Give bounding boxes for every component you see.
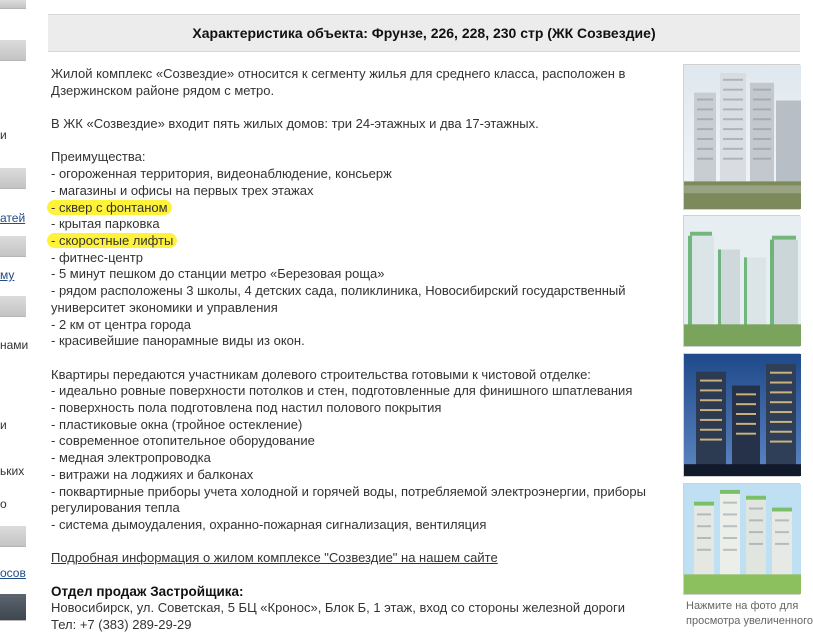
sidebar-bar (0, 168, 26, 189)
sidebar-fragment[interactable]: и (0, 128, 7, 142)
left-sidebar (0, 0, 29, 634)
building-photo-2[interactable] (683, 215, 800, 347)
sidebar-bar (0, 236, 26, 257)
photo-caption (686, 599, 813, 629)
building-photo-3[interactable] (683, 353, 800, 477)
page-title: Характеристика объекта: Фрунзе, 226, 228, 230 стр (ЖК Созвездие) (48, 14, 800, 52)
finishing-item: - современное отопительное оборудование (51, 433, 315, 449)
finishing-item: - витражи на лоджиях и балконах (51, 466, 254, 482)
advantage-item: - фитнес-центр (51, 249, 143, 265)
advantage-item: - огороженная территория, видеонаблюдение, консьерж (51, 166, 392, 182)
finishing-item: - поквартирные приборы учета холодной и горячей воды, потребляемой электроэнергии, приборы регулирования тепла (51, 483, 646, 516)
finishing-heading: Квартиры передаются участникам долевого строительства готовыми к чистовой отделке: (51, 366, 591, 382)
sidebar-bar (0, 296, 26, 317)
sidebar-link[interactable]: осов (0, 566, 26, 580)
sidebar-link[interactable]: му (0, 268, 15, 282)
sidebar-bar (0, 526, 26, 547)
finishing-item: - система дымоудаления, охранно-пожарная сигнализация, вентиляция (51, 516, 487, 532)
advantage-item: - 5 минут пешком до станции метро «Березовая роща» (51, 266, 385, 282)
advantage-item-highlighted: - сквер с фонтаном (47, 200, 172, 215)
object-description (51, 66, 666, 634)
sidebar-bar (0, 40, 26, 61)
sales-address: Новосибирск, ул. Советская, 5 БЦ «Кронос», Блок Б, 1 этаж, вход со стороны железной дороги (51, 600, 626, 616)
advantage-item-highlighted: - скоростные лифты (47, 233, 177, 248)
sidebar-fragment[interactable]: ьких (0, 464, 25, 478)
sidebar-fragment[interactable]: о (0, 497, 7, 511)
advantages-heading: Преимущества: (51, 149, 146, 165)
building-photo-1[interactable] (683, 64, 800, 210)
sidebar-link[interactable]: атей (0, 211, 26, 225)
intro-text: Жилой комплекс «Созвездие» относится к сегменту жилья для среднего класса, расположен в Дзержинском районе рядом с метро. (51, 66, 626, 98)
sidebar-bar (0, 0, 26, 9)
sidebar-fragment[interactable]: нами (0, 338, 29, 352)
photo-caption-line: просмотра увеличенного (686, 615, 813, 627)
building-photo-4[interactable] (683, 483, 800, 595)
sidebar-fragment[interactable]: и (0, 418, 7, 432)
sidebar-bar (0, 594, 26, 621)
sales-phone: Тел: +7 (383) 289-29-29 (51, 617, 192, 633)
sales-title: Отдел продаж Застройщика: (51, 583, 244, 599)
advantage-item: - магазины и офисы на первых трех этажах (51, 182, 314, 198)
photo-caption-line: Нажмите на фото для (686, 600, 799, 612)
advantage-item: - 2 км от центра города (51, 316, 191, 332)
advantage-item: - крытая парковка (51, 216, 160, 232)
finishing-item: - пластиковые окна (тройное остекление) (51, 416, 303, 432)
finishing-item: - идеально ровные поверхности потолков и стен, подготовленные для финишного шпатлевания (51, 383, 633, 399)
finishing-item: - медная электропроводка (51, 450, 211, 466)
more-info-link[interactable]: Подробная информация о жилом комплексе "Созвездие" на нашем сайте (51, 550, 498, 566)
finishing-item: - поверхность пола подготовлена под настил полового покрытия (51, 400, 442, 416)
advantage-item: - красивейшие панорамные виды из окон. (51, 333, 305, 349)
advantage-item: - рядом расположены 3 школы, 4 детских сада, поликлиника, Новосибирский государственный университет экономики и управления (51, 283, 626, 315)
houses-text: В ЖК «Созвездие» входит пять жилых домов: три 24-этажных и два 17-этажных. (51, 116, 539, 132)
